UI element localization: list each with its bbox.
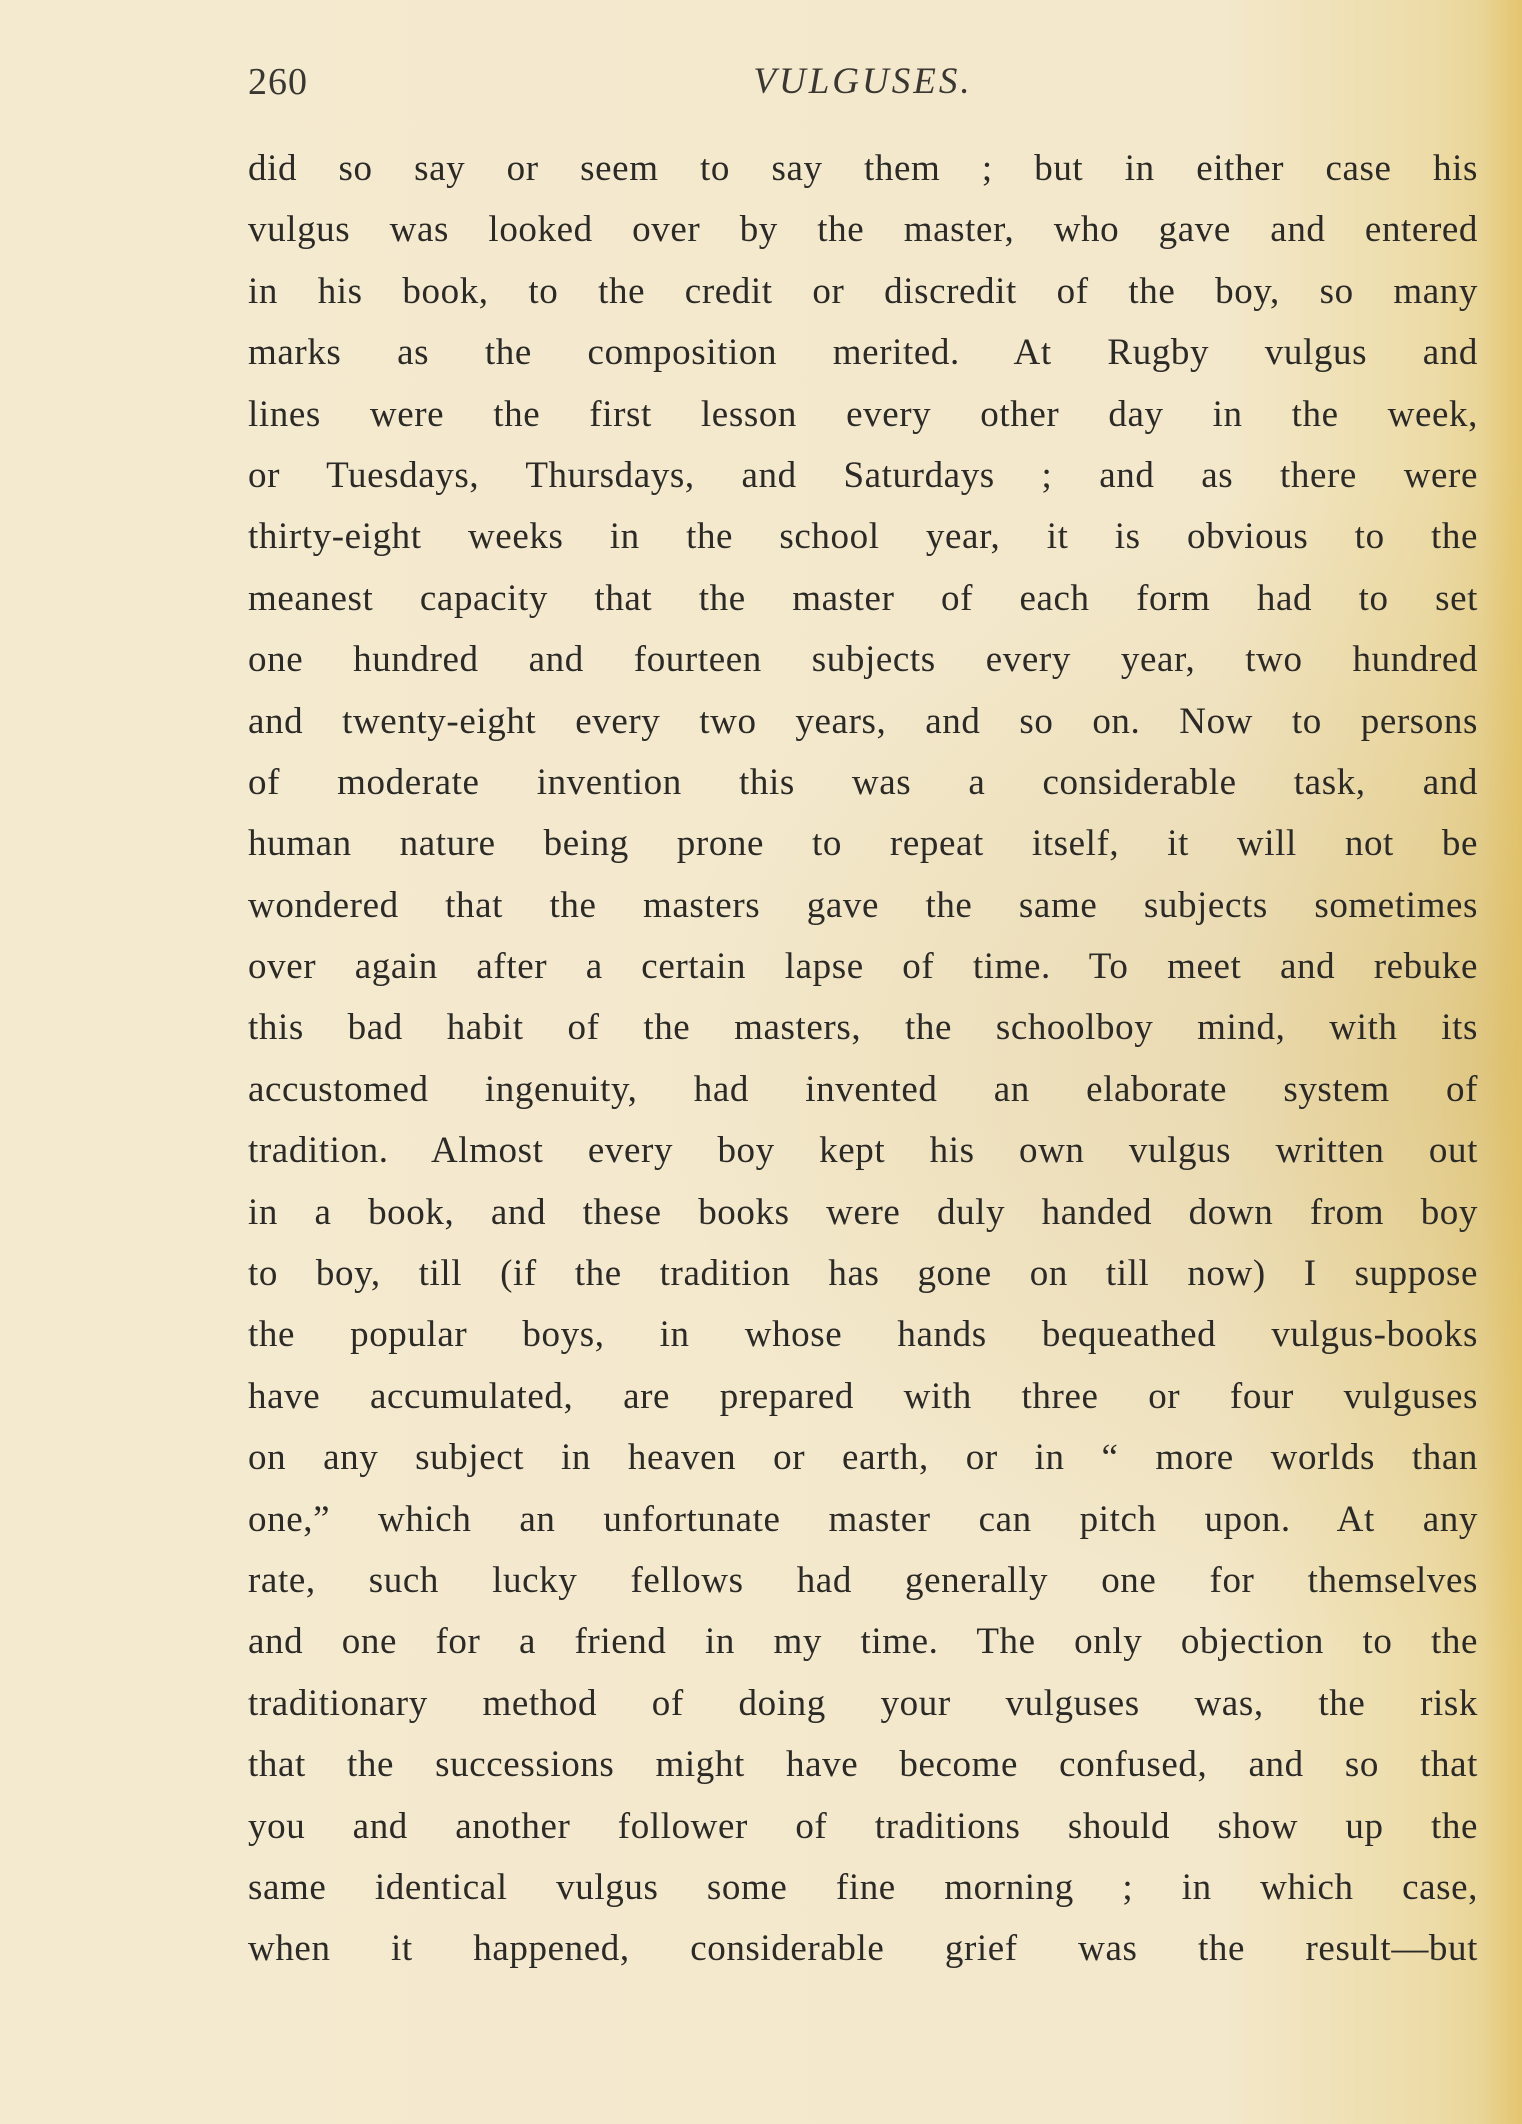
text-line: human nature being prone to repeat itself, it will not be <box>248 823 1478 865</box>
text-line: meanest capacity that the master of each form had to set <box>248 577 1478 619</box>
text-line: when it happened, considerable grief was the result—but <box>248 1928 1478 1970</box>
text-line: traditionary method of doing your vulguses was, the risk <box>248 1682 1478 1724</box>
text-line: have accumulated, are prepared with three or four vulguses <box>248 1375 1478 1417</box>
text-line: vulgus was looked over by the master, who gave and entered <box>248 209 1478 251</box>
text-line: tradition. Almost every boy kept his own vulgus written out <box>248 1130 1478 1172</box>
text-line: on any subject in heaven or earth, or in “ more worlds than <box>248 1437 1478 1479</box>
text-line: marks as the composition merited. At Rugby vulgus and <box>248 332 1478 374</box>
text-line: over again after a certain lapse of time. To meet and rebuke <box>248 946 1478 988</box>
page-edge-discoloration <box>1482 0 1522 2124</box>
text-line: in a book, and these books were duly handed down from boy <box>248 1191 1478 1233</box>
text-line: that the successions might have become confused, and so that <box>248 1744 1478 1786</box>
text-line: accustomed ingenuity, had invented an elaborate system of <box>248 1068 1478 1110</box>
text-line: wondered that the masters gave the same subjects sometimes <box>248 884 1478 926</box>
running-head <box>248 60 1478 112</box>
text-line: or Tuesdays, Thursdays, and Saturdays ; and as there were <box>248 454 1478 496</box>
text-line: rate, such lucky fellows had generally one for themselves <box>248 1559 1478 1601</box>
text-line: same identical vulgus some fine morning ; in which case, <box>248 1866 1478 1908</box>
page-number: 260 <box>248 61 308 103</box>
text-line: the popular boys, in whose hands bequeathed vulgus-books <box>248 1314 1478 1356</box>
body-text <box>248 138 1478 1980</box>
text-line: you and another follower of traditions should show up the <box>248 1805 1478 1847</box>
text-line: did so say or seem to say them ; but in either case his <box>248 148 1478 189</box>
text-line: one,” which an unfortunate master can pitch upon. At any <box>248 1498 1478 1540</box>
text-line: and twenty-eight every two years, and so on. Now to persons <box>248 700 1478 742</box>
text-line: to boy, till (if the tradition has gone on till now) I suppose <box>248 1253 1478 1295</box>
running-title: VULGUSES. <box>753 61 973 102</box>
text-line: lines were the first lesson every other day in the week, <box>248 393 1478 435</box>
text-line: and one for a friend in my time. The only objection to the <box>248 1621 1478 1663</box>
text-line: one hundred and fourteen subjects every year, two hundred <box>248 639 1478 681</box>
text-line: of moderate invention this was a considerable task, and <box>248 761 1478 803</box>
text-line: this bad habit of the masters, the schoolboy mind, with its <box>248 1007 1478 1049</box>
text-line: in his book, to the credit or discredit of the boy, so many <box>248 270 1478 312</box>
text-line: thirty-eight weeks in the school year, it is obvious to the <box>248 516 1478 558</box>
